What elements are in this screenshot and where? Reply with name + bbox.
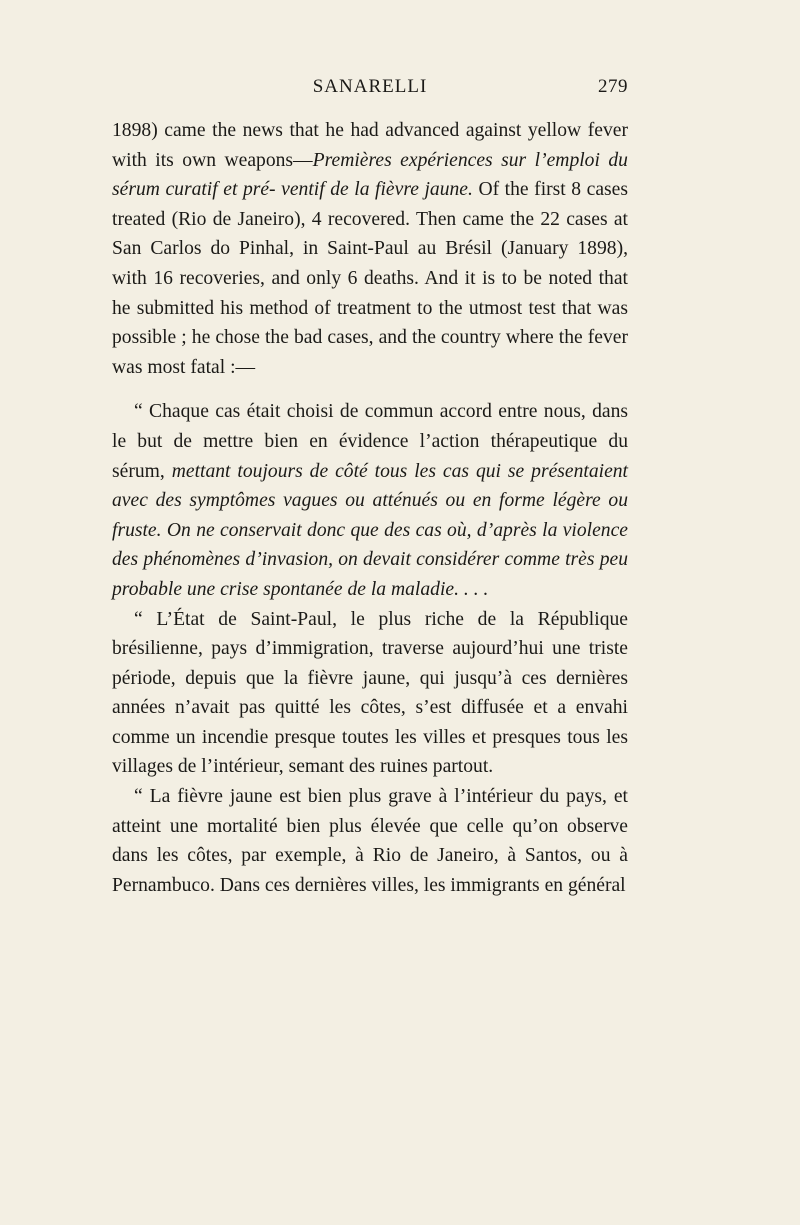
paragraph-1 [112, 116, 628, 382]
paragraph-2-italic: mettant toujours de côté tous les cas qui se présentaient avec des symptômes vagues ou atténués ou en forme légère ou fruste. On ne conservait donc que des cas où, d’après la violence des phénomènes d’invasion, on devait considérer comme très peu probable une crise spontanée de la maladie. . . . [112, 460, 629, 600]
paragraph-4-text: “ La fièvre jaune est bien plus grave à l’intérieur du pays, et atteint une mortalité bien plus élevée que celle qu’on observe dans les côtes, par exemple, à Rio de Janeiro, à Santos, ou à Pernambuco. Dans ces dernières villes, les immigrants en général [112, 786, 628, 896]
paragraph-1-italic-title: Premières expériences sur l’emploi du sérum curatif et pré- ventif de la fièvre jaune. [112, 149, 628, 201]
paragraph-2-part-a: “ Chaque cas était choisi de commun accord entre nous, dans le but de mettre bien en évidence l’action thérapeutique du sérum, [112, 401, 628, 482]
book-page [112, 72, 628, 900]
paragraph-3-text: “ L’État de Saint-Paul, le plus riche de la République brésilienne, pays d’immigration, traverse aujourd’hui une triste période, depuis que la fièvre jaune, qui jusqu’à ces dernières années n’avait pas quitté les côtes, s’est diffusée et a envahi comme un incendie presque toutes les villes et presques tous les villages de l’intérieur, semant des ruines partout. [112, 608, 628, 778]
page-header [112, 72, 628, 102]
paragraph-3-quote [112, 605, 628, 783]
paragraph-4-quote [112, 782, 628, 900]
paragraph-1-part-a: 1898) came the news that he had advanced against yellow fever with its own weapons— [112, 120, 628, 171]
running-head: SANARELLI [312, 76, 428, 97]
body-text [112, 116, 628, 900]
page-number: 279 [598, 76, 628, 97]
paragraph-1-part-c: Of the first 8 cases treated (Rio de Janeiro), 4 recovered. Then came the 22 cases at San Carlos do Pinhal, in Saint-Paul au Brésil (January 1898), with 16 recoveries, and only 6 deaths. And it is to be noted that he submitted his method of treatment to the utmost test that was possible ; he chose the bad cases, and the country where the fever was most fatal :— [112, 179, 628, 378]
paragraph-2-quote [112, 397, 628, 604]
